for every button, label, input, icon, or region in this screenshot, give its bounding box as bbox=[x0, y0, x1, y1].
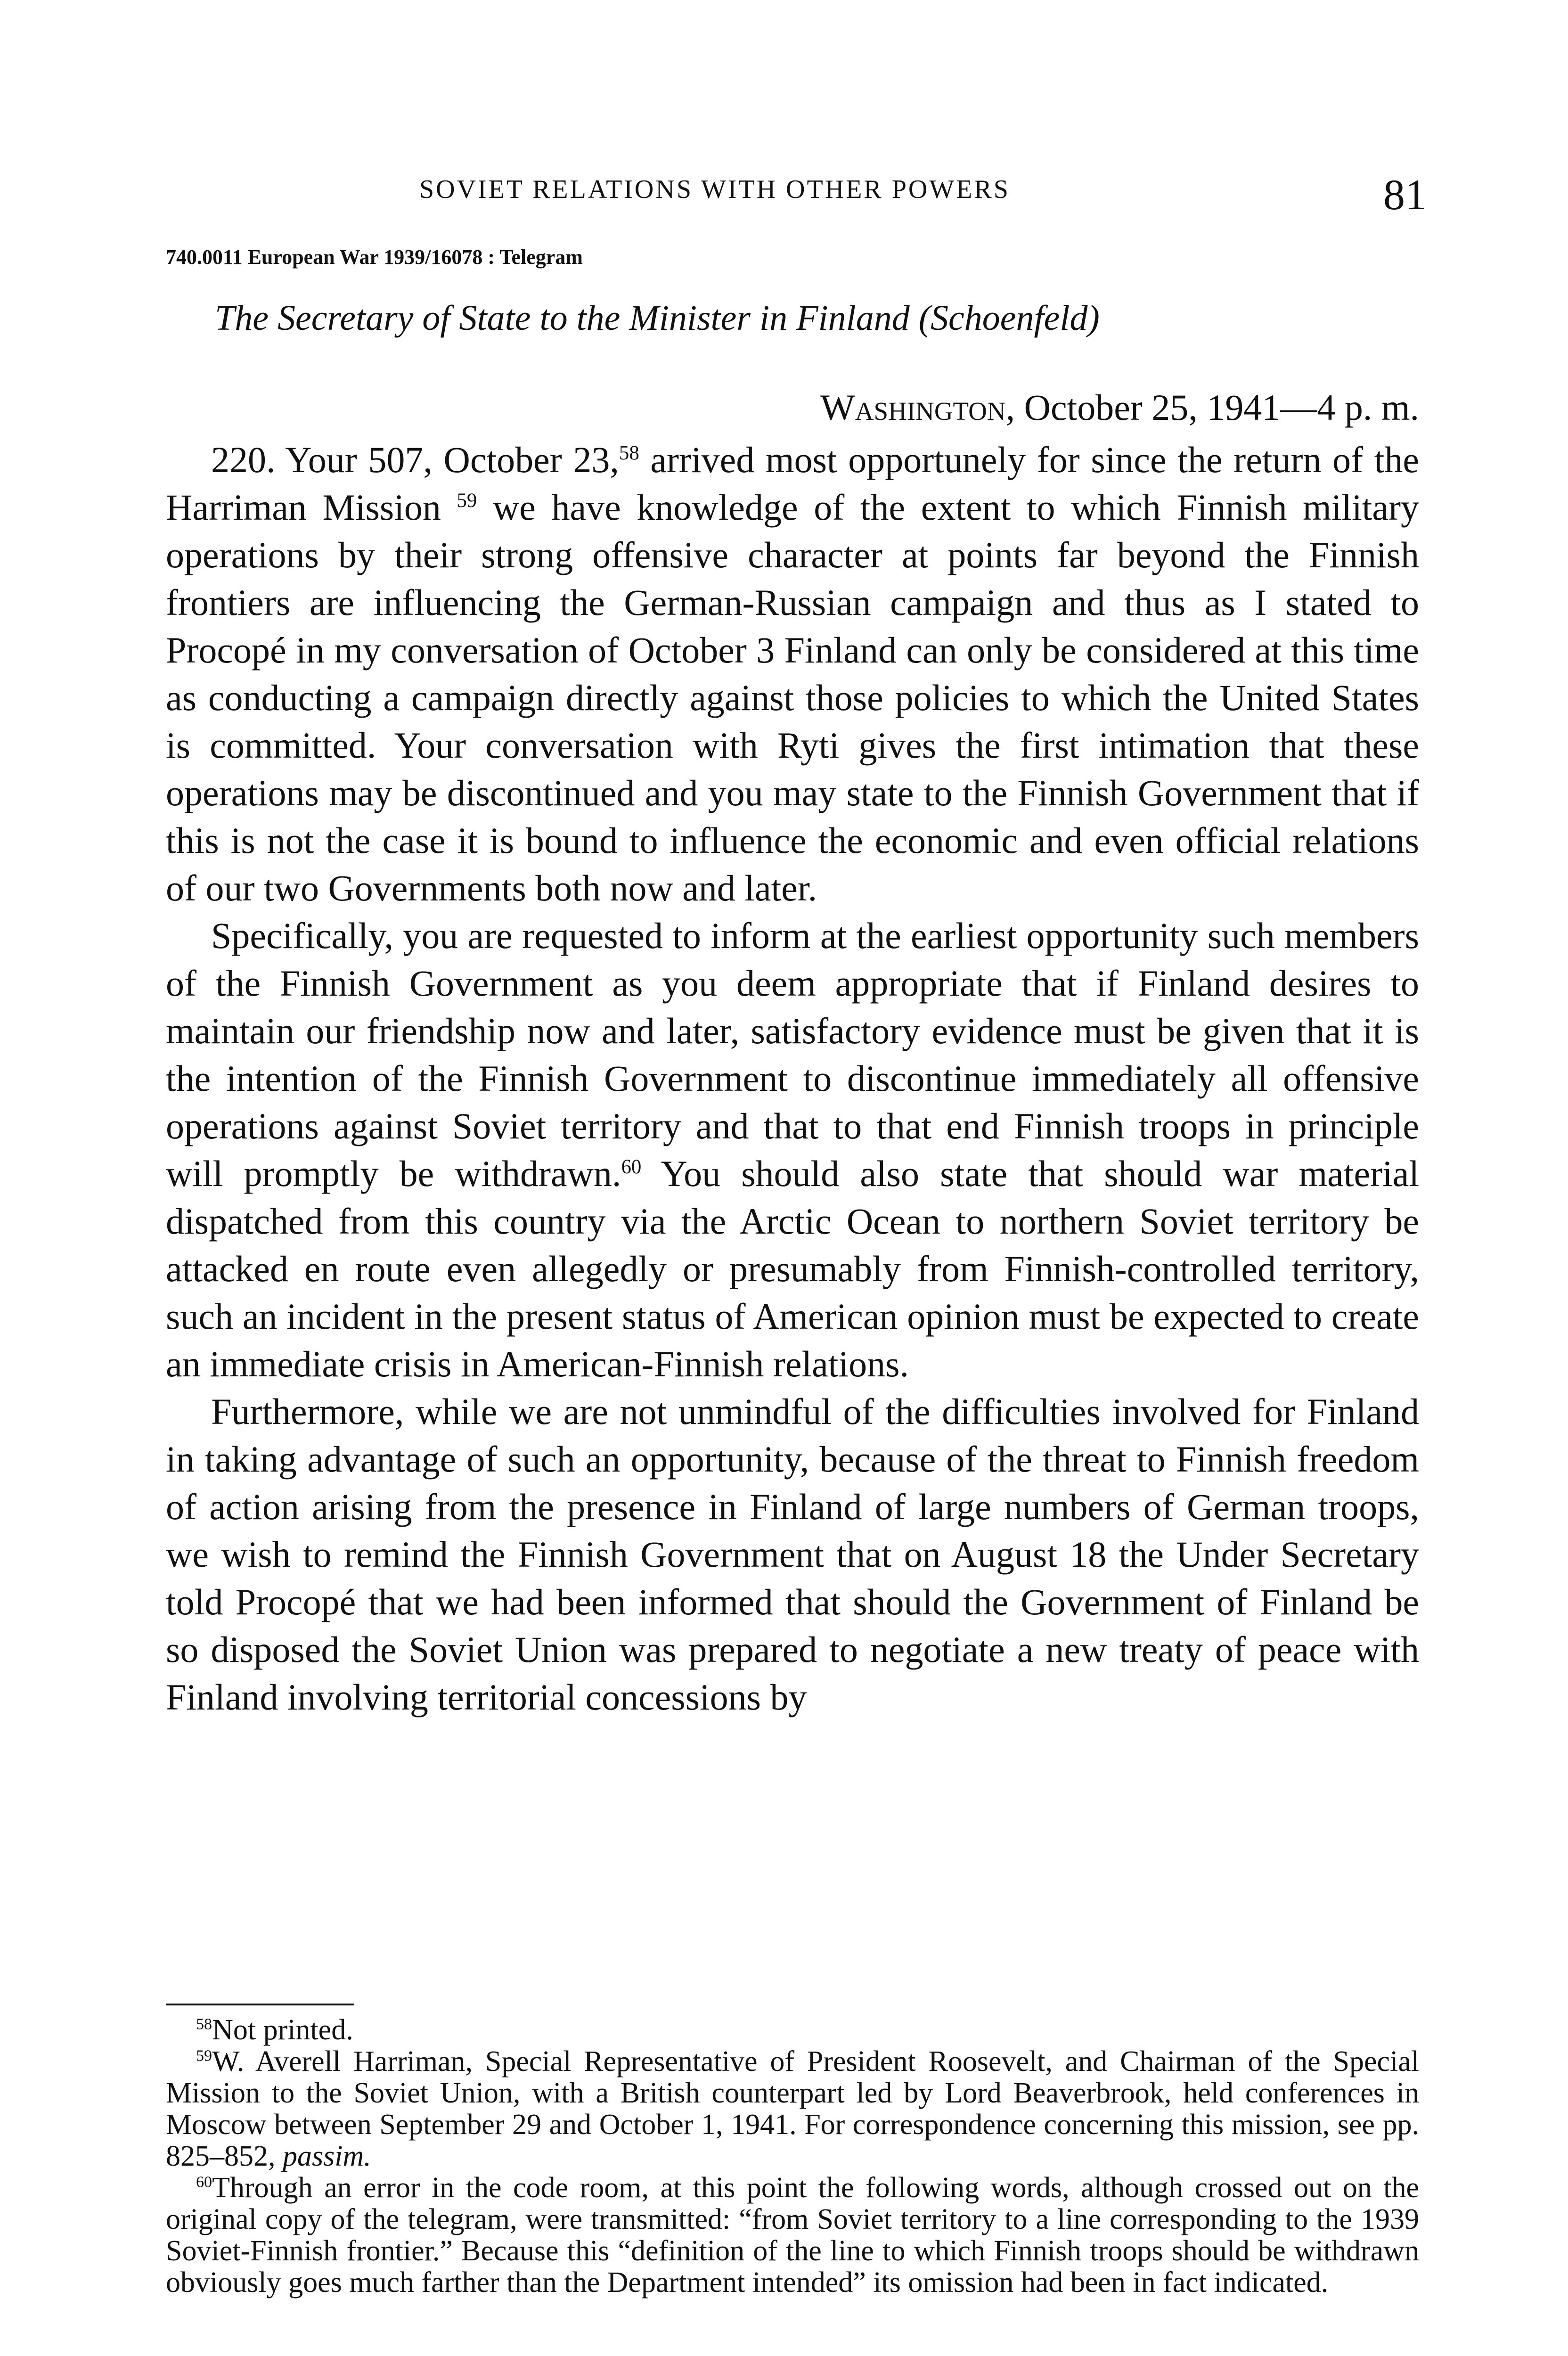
paragraph-1-text-a: 220. Your 507, October 23, bbox=[211, 439, 619, 480]
footnote-marker-60: 60 bbox=[196, 2173, 212, 2191]
paragraph-1 bbox=[166, 436, 1419, 912]
footnote-58 bbox=[166, 2014, 1419, 2046]
paragraph-1-text-c: we have knowledge of the extent to which Finnish military operations by their strong offensive character at points far beyond the Finnish frontiers are influencing the German-Russian campaign and thus as I stated to Procopé in my conversation of October 3 Finland can only be considered at this time as conducting a campaign directly against those policies to which the United States is committed. Your conversation with Ryti gives the first intimation that these operations may be discontinued and you may state to the Finnish Government that if this is not the case it is bound to influence the economic and even official relations of our two Governments both now and later. bbox=[166, 487, 1420, 908]
paragraph-1-text-b: arrived most opportunely for since the return of the Harriman Mission bbox=[166, 439, 1419, 528]
telegram-body bbox=[166, 436, 1419, 1721]
dateline-date: October 25, 1941—4 p. m. bbox=[1024, 387, 1419, 428]
footnote-60-text: Through an error in the code room, at this point the following words, although crossed out on the original copy of the telegram, were transmitted: “from Soviet territory to a line corresponding to the 1939 Soviet-Finnish frontier.” Because this “definition of the line to which Finnish troops should be withdrawn obviously goes much farther than the Department intended” its omission had been in fact indicated. bbox=[166, 2172, 1419, 2299]
paragraph-2-text-a: Specifically, you are requested to inform at the earliest opportunity such members of the Finnish Government as you deem appropriate that if Finland desires to maintain our friendship now and later, satisfactory evidence must be given that it is the intention of the Finnish Government to discontinue immediately all offensive operations against Soviet territory and that to that end Finnish troops in principle will promptly be withdrawn. bbox=[166, 915, 1419, 1194]
document-title: The Secretary of State to the Minister in Finland (Schoenfeld) bbox=[215, 298, 1100, 338]
footnote-divider bbox=[166, 2004, 354, 2005]
footnotes bbox=[166, 2014, 1419, 2299]
footnote-60 bbox=[166, 2172, 1419, 2299]
dateline bbox=[820, 386, 1419, 429]
page-number: 81 bbox=[1383, 171, 1427, 219]
paragraph-3: Furthermore, while we are not unmindful of the difficulties involved for Finland in taking advantage of such an opportunity, because of the threat to Finnish freedom of action arising from the presence in Finland of large numbers of German troops, we wish to remind the Finnish Government that on August 18 the Under Secretary told Procopé that we had been informed that should the Government of Finland be so disposed the Soviet Union was prepared to negotiate a new treaty of peace with Finland involving territorial concessions by bbox=[166, 1391, 1419, 1718]
file-reference: 740.0011 European War 1939/16078 : Telegram bbox=[166, 245, 583, 269]
footnote-ref-58: 58 bbox=[619, 442, 639, 464]
footnote-59-passim: passim. bbox=[283, 2140, 371, 2172]
running-title: SOVIET RELATIONS WITH OTHER POWERS bbox=[419, 175, 1010, 204]
footnote-58-text: Not printed. bbox=[212, 2014, 353, 2046]
paragraph-2 bbox=[166, 912, 1419, 1388]
footnote-marker-58: 58 bbox=[196, 2015, 212, 2033]
footnote-59 bbox=[166, 2046, 1419, 2172]
dateline-place: Washington, bbox=[820, 387, 1015, 428]
paragraph-2-text-b: You should also state that should war material dispatched from this country via the Arctic Ocean to northern Soviet territory be attacked en route even allegedly or presumably from Finnish-controlled territory, such an incident in the present status of American opinion must be expected to create an immediate crisis in American-Finnish relations. bbox=[166, 1153, 1420, 1384]
footnote-marker-59: 59 bbox=[196, 2047, 212, 2065]
footnote-ref-59: 59 bbox=[457, 490, 477, 512]
footnote-ref-60: 60 bbox=[621, 1156, 642, 1178]
footnote-59-text: W. Averell Harriman, Special Representative of President Roosevelt, and Chairman of the Special Mission to the Soviet Union, with a British counterpart led by Lord Beaverbrook, held conferences in Moscow between September 29 and October 1, 1941. For correspondence concerning this mission, see pp. 825–852, bbox=[166, 2045, 1419, 2172]
